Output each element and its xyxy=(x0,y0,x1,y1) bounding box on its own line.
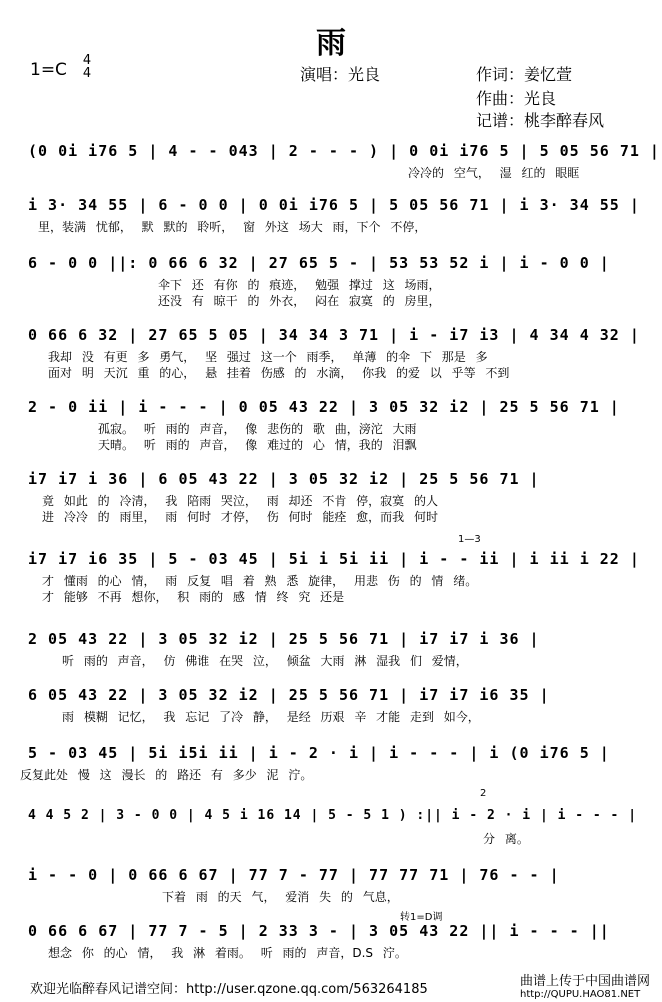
lyric-line: 还没 有 晾干 的 外衣， 闷在 寂寞 的 房里， xyxy=(158,294,441,308)
notation-line: 2 - 0 ii | i - - - | 0 05 43 22 | 3 05 32 i2 | 25 5 56 71 | xyxy=(28,398,620,416)
lyric-line: 天晴。 听 雨的 声音， 像 难过的 心 情，我的 泪飘 xyxy=(98,438,417,452)
score-row-2 xyxy=(28,196,640,234)
score-row-8 xyxy=(28,630,638,668)
song-title: 雨 xyxy=(316,26,346,61)
notation-line: i 3· 34 55 | 6 - 0 0 | 0 0i i76 5 | 5 05 56 71 | i 3· 34 55 | xyxy=(28,196,640,214)
time-signature xyxy=(80,54,94,80)
key-change-note: 转1=D调 xyxy=(400,912,443,923)
score-row-13 xyxy=(28,912,638,960)
notation-line: 5 - 03 45 | 5i i5i ii | i - 2 · i | i - - - | i (0 i76 5 | xyxy=(28,744,610,762)
notation-line: 6 05 43 22 | 3 05 32 i2 | 25 5 56 71 | i7 i7 i6 35 | xyxy=(28,686,550,704)
footer-upload-note xyxy=(520,970,650,1000)
volta-first-ending: 1—3 xyxy=(458,534,481,545)
meter-top: 4 xyxy=(82,53,92,68)
transcriber-credit: 记谱：桃李醉春风 xyxy=(476,111,605,130)
composer-credit: 作曲：光良 xyxy=(476,89,557,108)
lyric-line: 才 能够 不再 想你， 积 雨的 感 情 终 究 还是 xyxy=(42,590,345,604)
lyric-line: 我却 没 有更 多 勇气， 坚 强过 这一个 雨季， 单薄 的伞 下 那是 多 xyxy=(48,350,488,364)
notation-line: 2 05 43 22 | 3 05 32 i2 | 25 5 56 71 | i7 i7 i 36 | xyxy=(28,630,540,648)
score-row-4 xyxy=(28,326,640,380)
notation-line: i7 i7 i 36 | 6 05 43 22 | 3 05 32 i2 | 25 5 56 71 | xyxy=(28,470,540,488)
notation-line: 4 4 5 2 | 3 - 0 0 | 4 5 i 16 14 | 5 - 5 1 ) :|| i - 2 · i | i - - - | xyxy=(28,808,638,823)
lyric-line: 竟 如此 的 冷清， 我 陪雨 哭泣， 雨 却还 不肯 停，寂寞 的人 xyxy=(42,494,438,508)
notation-line: (0 0i i76 5 | 4 - - 043 | 2 - - - ) | 0 0i i76 5 | 5 05 56 71 | xyxy=(28,142,660,160)
lyric-line: 雨 模糊 记忆， 我 忘记 了冷 静， 是经 历艰 辛 才能 走到 如今， xyxy=(62,710,480,724)
score-row-9 xyxy=(28,686,638,724)
score-row-11 xyxy=(28,788,638,846)
score-row-10 xyxy=(20,744,638,782)
score-row-7 xyxy=(28,534,640,604)
lyric-line: 听 雨的 声音， 仿 佛谁 在哭 泣， 倾盆 大雨 淋 湿我 们 爱情， xyxy=(62,654,468,668)
lyric-line: 分 离。 xyxy=(483,832,529,846)
meter-bottom: 4 xyxy=(82,66,92,81)
score-row-5 xyxy=(28,398,638,452)
singer-credit: 演唱：光良 xyxy=(300,65,381,84)
key-signature: 1=C xyxy=(30,60,67,80)
footer-upload-url: http://QUPU.HAO81.NET xyxy=(520,989,641,1000)
lyric-line: 想念 你 的心 情， 我 淋 着雨。 听 雨的 声音，D.S 泞。 xyxy=(48,946,407,960)
score-row-3 xyxy=(28,254,638,308)
score-row-6 xyxy=(28,470,638,524)
lyric-line: 里，装满 忧郁， 默 默的 聆听， 窗 外这 场大 雨，下个 不停， xyxy=(38,220,427,234)
lyric-line: 反复此处 慢 这 漫长 的 路还 有 多少 泥 泞。 xyxy=(20,768,313,782)
lyric-line: 下着 雨 的天 气， 爱消 失 的 气息， xyxy=(162,890,399,904)
footer-upload-text: 曲谱上传于中国曲谱网 xyxy=(520,974,651,989)
lyric-line: 冷冷的 空气， 湿 红的 眼眶 xyxy=(408,166,580,180)
lyric-line: 进 冷冷 的 雨里， 雨 何时 才停， 伤 何时 能痊 愈，而我 何时 xyxy=(42,510,438,524)
notation-line: 0 66 6 32 | 27 65 5 05 | 34 34 3 71 | i - i7 i3 | 4 34 4 32 | xyxy=(28,326,640,344)
footer-website-note: 欢迎光临醉春风记谱空间：http://user.qzone.qq.com/563264185 xyxy=(30,982,428,997)
notation-line: i7 i7 i6 35 | 5 - 03 45 | 5i i 5i ii | i - - ii | i ii i 22 | xyxy=(28,550,640,568)
lyric-line: 伞下 还 有你 的 痕迹， 勉强 撑过 这 场雨， xyxy=(158,278,441,292)
notation-line: 6 - 0 0 ||: 0 66 6 32 | 27 65 5 - | 53 53 52 i | i - 0 0 | xyxy=(28,254,610,272)
lyric-line: 才 懂雨 的心 情， 雨 反复 唱 着 熟 悉 旋律， 用悲 伤 的 情 绪。 xyxy=(42,574,478,588)
score-row-12 xyxy=(28,866,638,904)
notation-line: 0 66 6 67 | 77 7 - 5 | 2 33 3 - | 3 05 43 22 || i - - - || xyxy=(28,922,610,940)
volta-second-ending: 2 xyxy=(480,788,487,799)
lyricist-credit: 作词：姜忆萱 xyxy=(476,65,573,84)
score-row-1 xyxy=(28,142,660,180)
notation-line: i - - 0 | 0 66 6 67 | 77 7 - 77 | 77 77 71 | 76 - - | xyxy=(28,866,560,884)
lyric-line: 孤寂。 听 雨的 声音， 像 悲伤的 歌 曲，滂沱 大雨 xyxy=(98,422,417,436)
lyric-line: 面对 明 天沉 重 的心， 悬 挂着 伤感 的 水滴， 你我 的爱 以 乎等 不到 xyxy=(48,366,510,380)
